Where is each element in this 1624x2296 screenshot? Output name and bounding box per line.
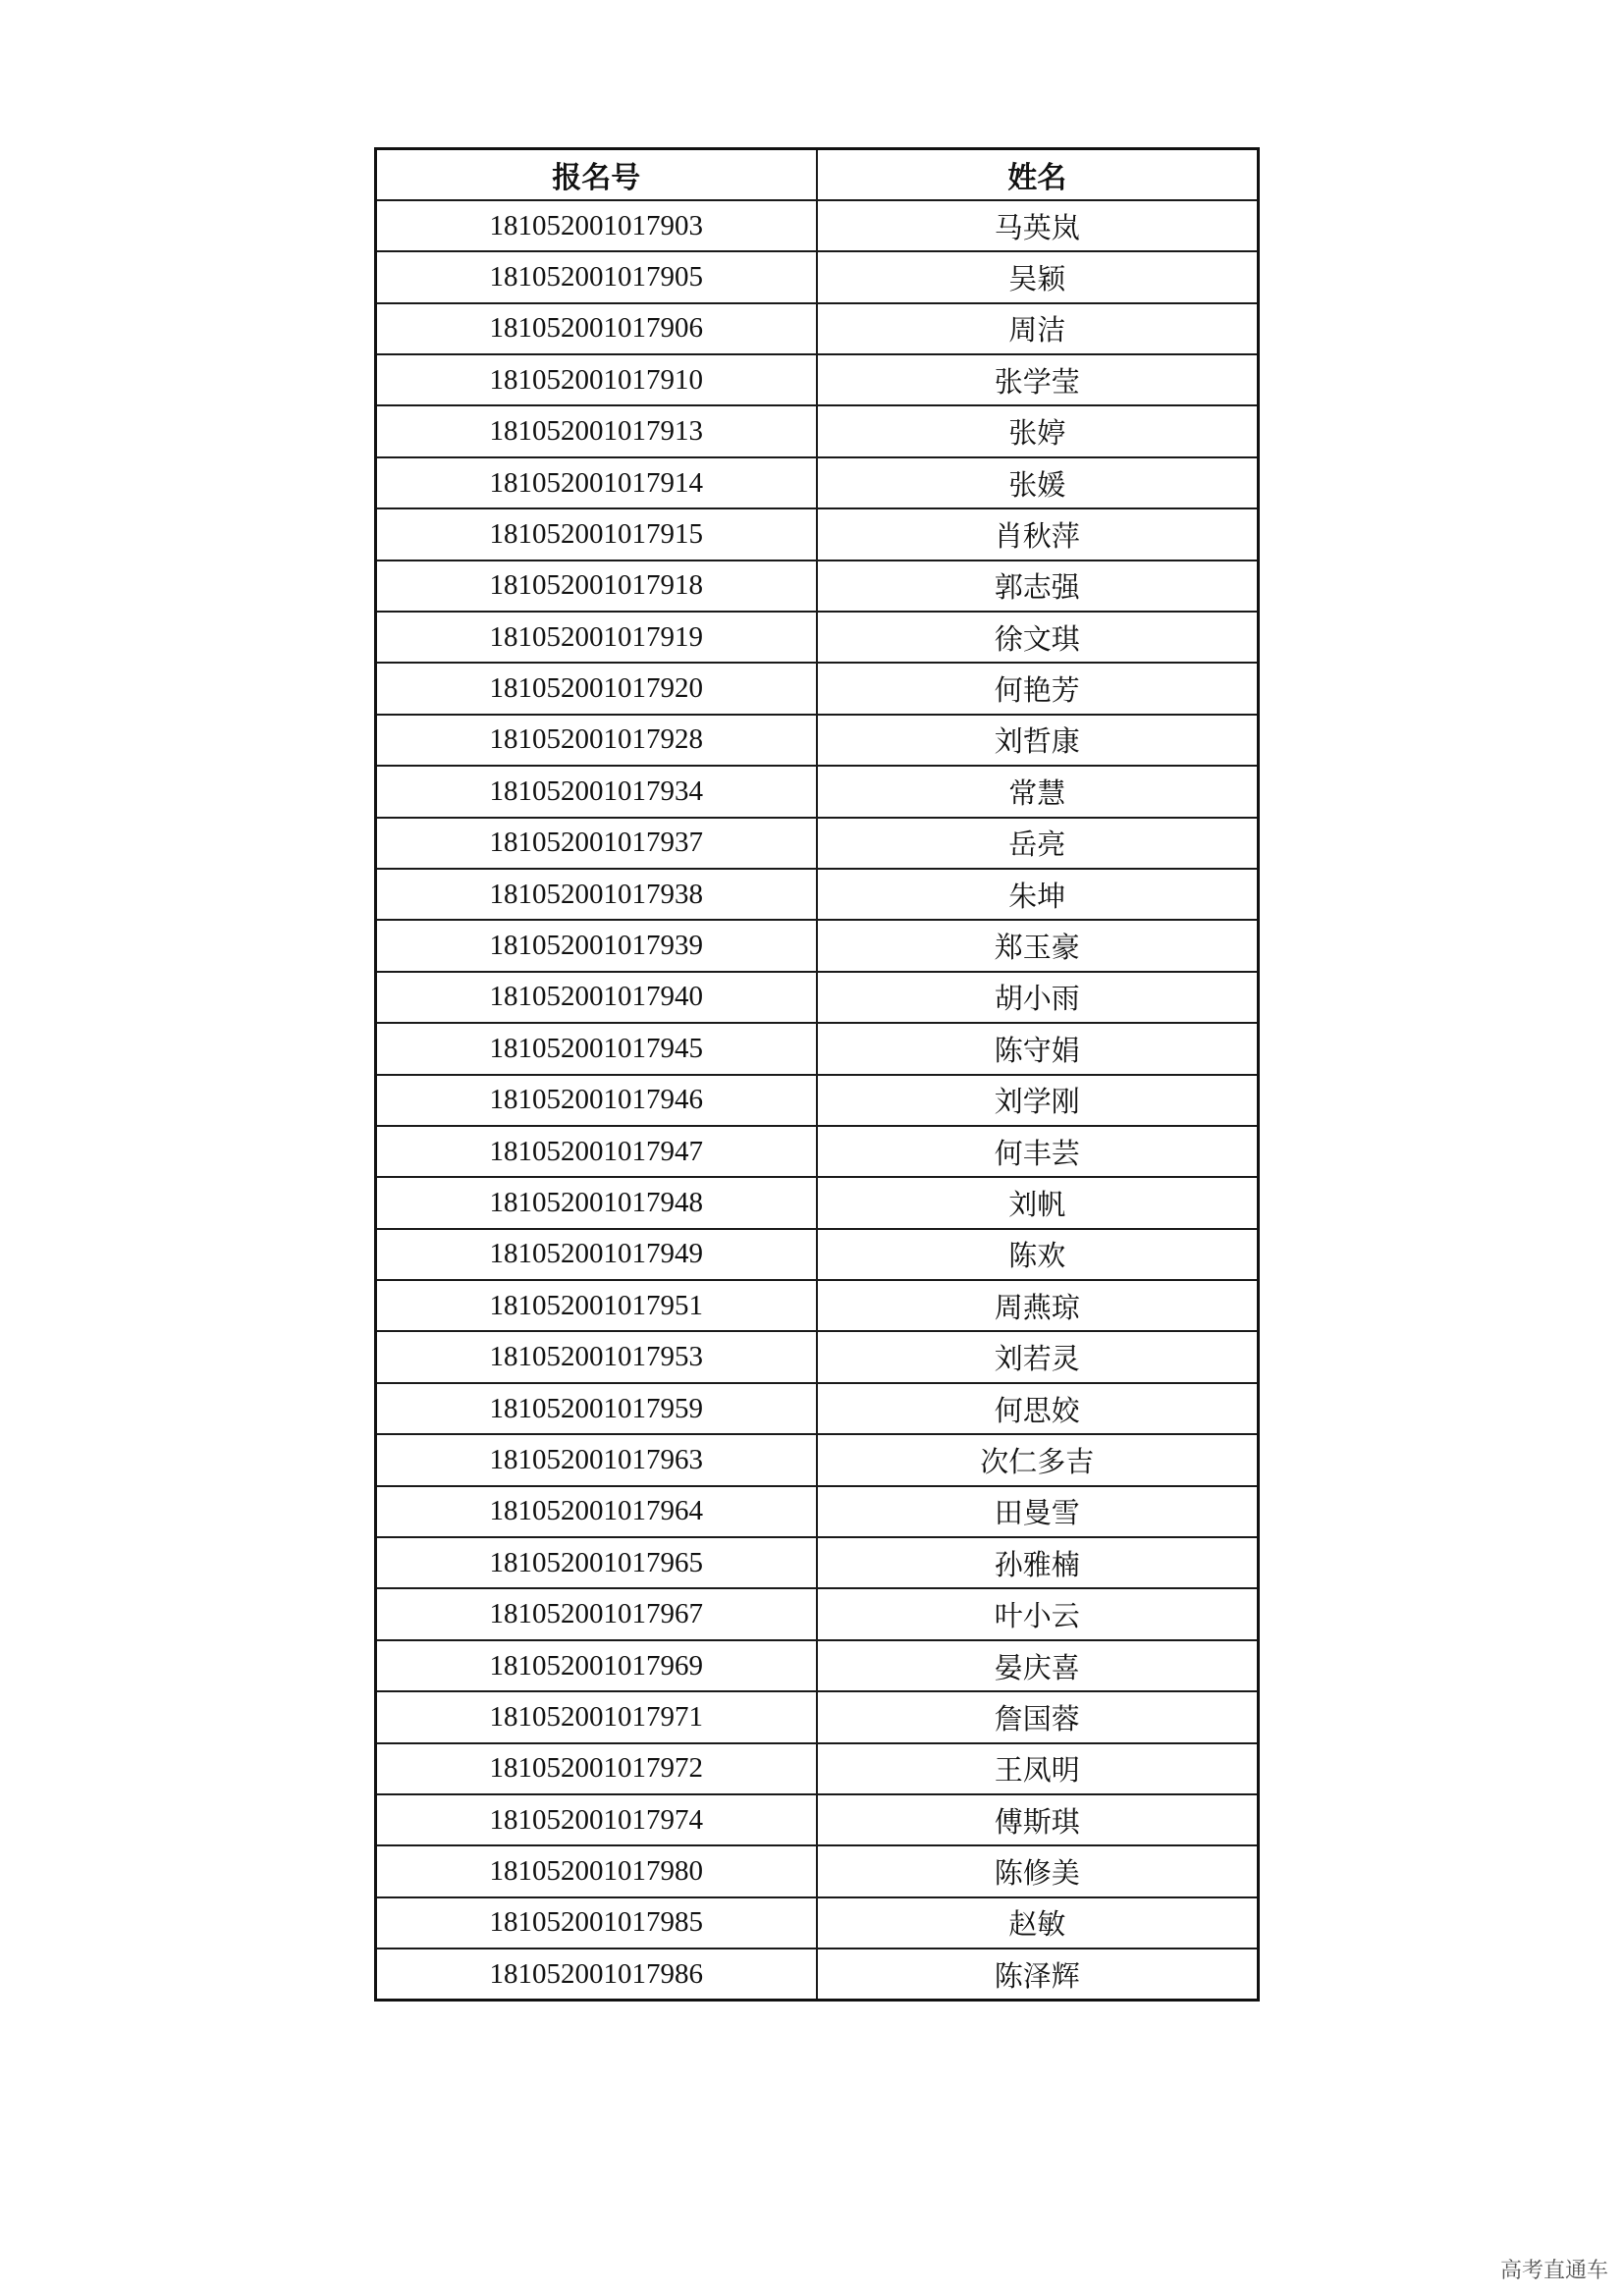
name-cell: 陈泽辉 xyxy=(817,1949,1259,2000)
table-row xyxy=(376,1383,1259,1434)
registration-number-cell: 181052001017965 xyxy=(376,1537,817,1588)
table-row xyxy=(376,1229,1259,1280)
table-row xyxy=(376,1177,1259,1228)
header-name: 姓名 xyxy=(817,149,1259,200)
table-row xyxy=(376,1743,1259,1794)
table-row xyxy=(376,405,1259,456)
table-header-row xyxy=(376,149,1259,200)
table-row xyxy=(376,1691,1259,1742)
registration-number-cell: 181052001017906 xyxy=(376,303,817,354)
registration-number-cell: 181052001017945 xyxy=(376,1023,817,1074)
watermark-text: 高考直通车 xyxy=(1499,2259,1608,2283)
table-row xyxy=(376,1949,1259,2000)
registration-number-cell: 181052001017934 xyxy=(376,766,817,817)
name-cell: 张婷 xyxy=(817,405,1259,456)
registration-number-cell: 181052001017937 xyxy=(376,818,817,869)
name-cell: 岳亮 xyxy=(817,818,1259,869)
name-cell: 朱坤 xyxy=(817,869,1259,920)
registration-number-cell: 181052001017971 xyxy=(376,1691,817,1742)
table-row xyxy=(376,1897,1259,1949)
name-cell: 刘哲康 xyxy=(817,715,1259,766)
name-cell: 傅斯琪 xyxy=(817,1794,1259,1845)
name-cell: 陈欢 xyxy=(817,1229,1259,1280)
table-row xyxy=(376,457,1259,508)
registration-number-cell: 181052001017920 xyxy=(376,663,817,714)
registration-number-cell: 181052001017946 xyxy=(376,1075,817,1126)
registration-number-cell: 181052001017967 xyxy=(376,1588,817,1639)
table-row xyxy=(376,1075,1259,1126)
table-row xyxy=(376,1126,1259,1177)
table-row xyxy=(376,663,1259,714)
registration-number-cell: 181052001017913 xyxy=(376,405,817,456)
name-cell: 吴颖 xyxy=(817,251,1259,302)
table-row xyxy=(376,1794,1259,1845)
name-cell: 詹国蓉 xyxy=(817,1691,1259,1742)
table-row xyxy=(376,1537,1259,1588)
name-cell: 张媛 xyxy=(817,457,1259,508)
registration-number-cell: 181052001017919 xyxy=(376,612,817,663)
table-row xyxy=(376,869,1259,920)
table-row xyxy=(376,1434,1259,1485)
name-cell: 刘帆 xyxy=(817,1177,1259,1228)
table-row xyxy=(376,612,1259,663)
registration-number-cell: 181052001017972 xyxy=(376,1743,817,1794)
name-cell: 次仁多吉 xyxy=(817,1434,1259,1485)
table-row xyxy=(376,354,1259,405)
name-cell: 孙雅楠 xyxy=(817,1537,1259,1588)
name-cell: 张学莹 xyxy=(817,354,1259,405)
registration-number-cell: 181052001017939 xyxy=(376,920,817,971)
registration-number-cell: 181052001017953 xyxy=(376,1331,817,1382)
header-registration-number: 报名号 xyxy=(376,149,817,200)
name-cell: 周洁 xyxy=(817,303,1259,354)
table-row xyxy=(376,715,1259,766)
table-row xyxy=(376,303,1259,354)
registration-number-cell: 181052001017949 xyxy=(376,1229,817,1280)
name-cell: 田曼雪 xyxy=(817,1486,1259,1537)
registration-number-cell: 181052001017980 xyxy=(376,1845,817,1896)
registration-number-cell: 181052001017985 xyxy=(376,1897,817,1949)
registration-number-cell: 181052001017928 xyxy=(376,715,817,766)
registration-number-cell: 181052001017959 xyxy=(376,1383,817,1434)
name-cell: 陈守娟 xyxy=(817,1023,1259,1074)
registration-number-cell: 181052001017948 xyxy=(376,1177,817,1228)
registration-number-cell: 181052001017964 xyxy=(376,1486,817,1537)
table-row xyxy=(376,251,1259,302)
registration-number-cell: 181052001017914 xyxy=(376,457,817,508)
name-cell: 郑玉豪 xyxy=(817,920,1259,971)
name-cell: 何思姣 xyxy=(817,1383,1259,1434)
table-row xyxy=(376,818,1259,869)
registration-number-cell: 181052001017947 xyxy=(376,1126,817,1177)
table-row xyxy=(376,1845,1259,1896)
registration-number-cell: 181052001017938 xyxy=(376,869,817,920)
name-cell: 徐文琪 xyxy=(817,612,1259,663)
name-cell: 陈修美 xyxy=(817,1845,1259,1896)
table-row xyxy=(376,200,1259,251)
table-row xyxy=(376,1640,1259,1691)
table-row xyxy=(376,1588,1259,1639)
table-row xyxy=(376,972,1259,1023)
results-table-container xyxy=(374,147,1257,2002)
table-row xyxy=(376,561,1259,612)
name-cell: 何丰芸 xyxy=(817,1126,1259,1177)
registration-number-cell: 181052001017974 xyxy=(376,1794,817,1845)
name-cell: 刘学刚 xyxy=(817,1075,1259,1126)
name-cell: 何艳芳 xyxy=(817,663,1259,714)
name-cell: 马英岚 xyxy=(817,200,1259,251)
registration-number-cell: 181052001017969 xyxy=(376,1640,817,1691)
registration-number-cell: 181052001017918 xyxy=(376,561,817,612)
registration-number-cell: 181052001017951 xyxy=(376,1280,817,1331)
table-row xyxy=(376,508,1259,560)
name-cell: 肖秋萍 xyxy=(817,508,1259,560)
table-row xyxy=(376,766,1259,817)
name-cell: 胡小雨 xyxy=(817,972,1259,1023)
registration-number-cell: 181052001017940 xyxy=(376,972,817,1023)
table-row xyxy=(376,1023,1259,1074)
name-cell: 郭志强 xyxy=(817,561,1259,612)
name-cell: 晏庆喜 xyxy=(817,1640,1259,1691)
table-row xyxy=(376,920,1259,971)
results-table xyxy=(374,147,1260,2002)
name-cell: 王凤明 xyxy=(817,1743,1259,1794)
table-row xyxy=(376,1280,1259,1331)
registration-number-cell: 181052001017910 xyxy=(376,354,817,405)
registration-number-cell: 181052001017915 xyxy=(376,508,817,560)
name-cell: 叶小云 xyxy=(817,1588,1259,1639)
table-row xyxy=(376,1486,1259,1537)
registration-number-cell: 181052001017963 xyxy=(376,1434,817,1485)
table-row xyxy=(376,1331,1259,1382)
name-cell: 常慧 xyxy=(817,766,1259,817)
name-cell: 刘若灵 xyxy=(817,1331,1259,1382)
table-body xyxy=(376,200,1259,2001)
registration-number-cell: 181052001017903 xyxy=(376,200,817,251)
name-cell: 周燕琼 xyxy=(817,1280,1259,1331)
registration-number-cell: 181052001017905 xyxy=(376,251,817,302)
registration-number-cell: 181052001017986 xyxy=(376,1949,817,2000)
name-cell: 赵敏 xyxy=(817,1897,1259,1949)
